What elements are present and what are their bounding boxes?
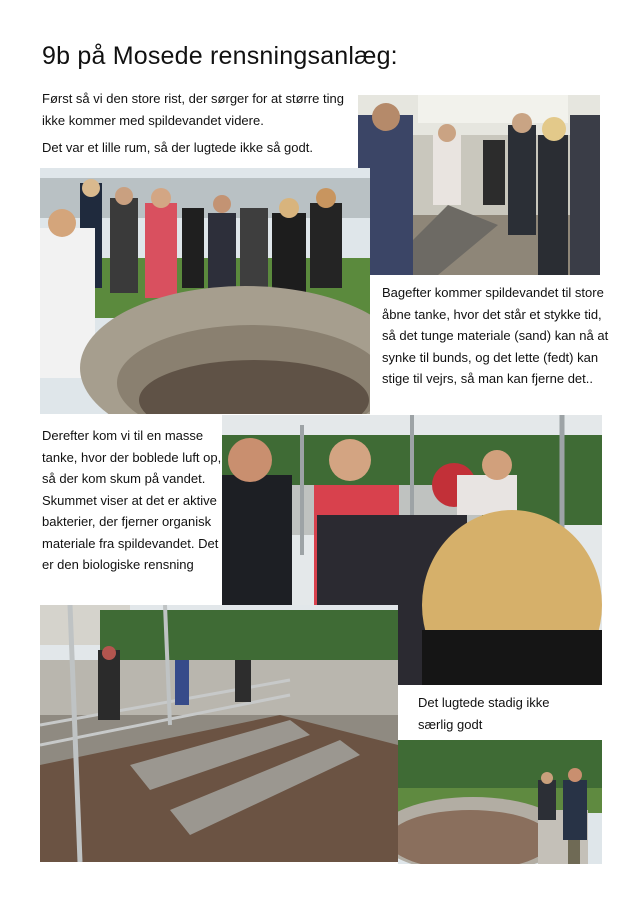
- biological-text: Derefter kom vi til en masse tanke, hvor der boblede luft op, så der kom skum på vandet. Skummet viser at det er aktive bakterier, der fjerner organisk materiale fra spildevandet. Det er den biologiske rensning: [42, 428, 222, 572]
- intro-paragraph-1: Først så vi den store rist, der sørger for at større ting ikke kommer med spildevandet videre.: [42, 91, 344, 128]
- photo-screen-room: [358, 95, 600, 275]
- photo-aeration-tanks: [40, 605, 398, 862]
- intro-paragraph-2: Det var et lille rum, så der lugtede ikke så godt.: [42, 140, 313, 155]
- intro-text: [42, 88, 347, 159]
- photo-group-at-tank: [40, 168, 370, 414]
- photo-round-tank: [398, 740, 602, 864]
- smell-text: Det lugtede stadig ikke særlig godt: [418, 695, 550, 732]
- tanks-text: Bagefter kommer spildevandet til store åbne tanke, hvor det står et stykke tid, så det tunge materiale (sand) kan nå at synke til bunds, og det lette (fedt) kan stige til vejrs, så man kan fjerne det..: [382, 285, 609, 386]
- page-title: 9b på Mosede rensningsanlæg:: [42, 42, 398, 70]
